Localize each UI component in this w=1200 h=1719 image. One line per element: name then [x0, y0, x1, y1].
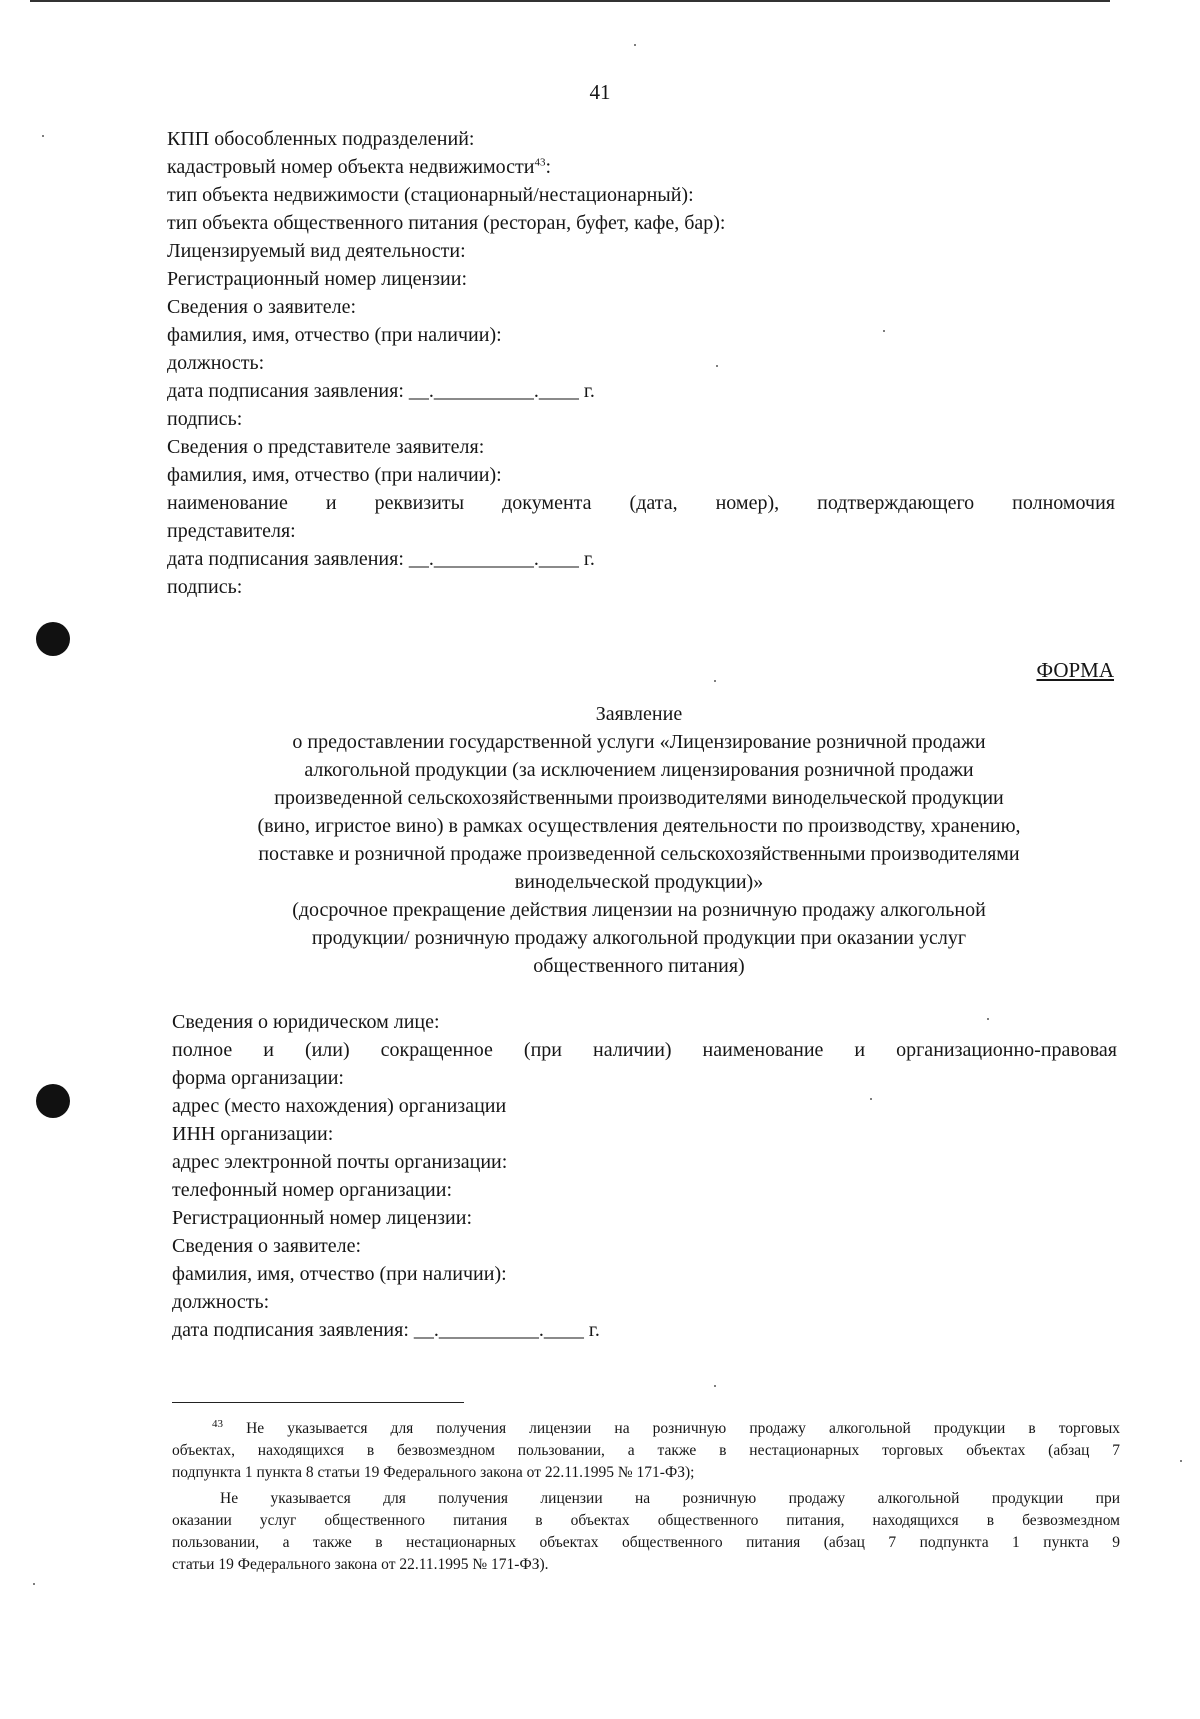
scan-speck: [714, 1385, 716, 1387]
text-line: фамилия, имя, отчество (при наличии):: [167, 464, 502, 486]
scan-speck: [42, 135, 44, 137]
forma-label: ФОРМА: [1036, 658, 1114, 682]
text-line: форма организации:: [172, 1067, 344, 1089]
footnote: [172, 1418, 1120, 1576]
punch-hole: [36, 1084, 70, 1118]
scan-speck: [33, 1583, 35, 1585]
cadastral-label: кадастровый номер объекта недвижимости: [167, 156, 535, 178]
text-line: Регистрационный номер лицензии:: [172, 1207, 473, 1229]
scan-speck: [634, 44, 636, 46]
signing-date-line: дата подписания заявления: __.__________.____ г.: [172, 1319, 600, 1341]
section-licensee-details: [167, 125, 1115, 601]
footnote-line: Не указывается для получения лицензии на розничную продажу алкогольной продукции при: [220, 1490, 1120, 1507]
text-line: должность:: [172, 1291, 270, 1313]
footnote-line: статьи 19 Федерального закона от 22.11.1995 № 171-ФЗ).: [172, 1556, 549, 1573]
scan-speck: [716, 365, 718, 367]
footnote-line: $^{43}$ Не указывается для получения лицензии на розничную продажу алкогольной продукции в торговых: [212, 1417, 1121, 1437]
text-line: представителя:: [167, 520, 296, 542]
title-line: продукции/ розничную продажу алкогольной продукции при оказании услуг: [311, 927, 967, 949]
scan-speck: [870, 1098, 872, 1100]
text-line: Лицензируемый вид деятельности:: [167, 240, 466, 262]
text-line: Сведения о заявителе:: [167, 296, 357, 318]
text-line: КПП обособленных подразделений:: [167, 128, 475, 150]
title-line: (досрочное прекращение действия лицензии на розничную продажу алкогольной: [292, 899, 986, 921]
footnote-separator: [172, 1402, 464, 1403]
footnote-line: пользовании, а также в нестационарных объектах общественного питания (абзац 7 подпункта 1 пункта 9: [172, 1534, 1120, 1551]
text-line: адрес электронной почты организации:: [172, 1151, 508, 1173]
page-number: 41: [589, 80, 611, 104]
title-line: общественного питания): [533, 955, 745, 977]
section-legal-entity: [172, 1008, 1117, 1344]
text-line: должность:: [167, 352, 265, 374]
text-line: фамилия, имя, отчество (при наличии):: [167, 324, 502, 346]
text-line: адрес (место нахождения) организации: [172, 1095, 507, 1117]
text-line: фамилия, имя, отчество (при наличии):: [172, 1263, 507, 1285]
title-line: произведенной сельскохозяйственными производителями винодельческой продукции: [274, 787, 1004, 809]
text-line: наименование и реквизиты документа (дата, номер), подтверждающего полномочия: [167, 492, 1115, 514]
footnote-line: подпункта 1 пункта 8 статьи 19 Федерального закона от 22.11.1995 № 171-ФЗ);: [172, 1464, 695, 1481]
title-heading: Заявление: [595, 703, 683, 725]
application-title: [140, 700, 1138, 980]
title-line: о предоставлении государственной услуги «Лицензирование розничной продажи: [292, 731, 986, 753]
punch-hole: [36, 622, 70, 656]
footnote-marker: 43: [212, 1417, 223, 1430]
text-line: тип объекта общественного питания (ресторан, буфет, кафе, бар):: [167, 212, 726, 234]
scan-speck: [987, 1018, 989, 1020]
title-line: винодельческой продукции)»: [514, 871, 764, 893]
scan-speck: [714, 680, 716, 682]
text-line: [167, 153, 1115, 181]
text-line: Сведения о заявителе:: [172, 1235, 362, 1257]
title-line: поставке и розничной продаже произведенной сельскохозяйственными производителями: [258, 843, 1020, 865]
signing-date-line: дата подписания заявления: __.__________.____ г.: [167, 380, 595, 402]
text-line: телефонный номер организации:: [172, 1179, 453, 1201]
footnote-ref: 43: [534, 156, 546, 169]
top-edge-line: [30, 0, 1110, 2]
colon: :: [545, 156, 552, 178]
text-line: ИНН организации:: [172, 1123, 334, 1145]
text-line: тип объекта недвижимости (стационарный/нестационарный):: [167, 184, 694, 206]
scan-speck: [883, 330, 885, 332]
text-line: полное и (или) сокращенное (при наличии) наименование и организационно-правовая: [172, 1039, 1117, 1061]
footnote-line: оказании услуг общественного питания в объектах общественного питания, находящихся в безвозмездном: [172, 1512, 1120, 1529]
text-line: подпись:: [167, 408, 243, 430]
text-line: Сведения о представителе заявителя:: [167, 436, 485, 458]
text-line: Регистрационный номер лицензии:: [167, 268, 468, 290]
text-line: подпись:: [167, 576, 243, 598]
footnote-line: объектах, находящихся в безвозмездном пользовании, а также в нестационарных торговых объектах (абзац 7: [172, 1442, 1120, 1459]
title-line: алкогольной продукции (за исключением лицензирования розничной продажи: [304, 759, 974, 781]
text-line: Сведения о юридическом лице:: [172, 1011, 440, 1033]
signing-date-line: дата подписания заявления: __.__________.____ г.: [167, 548, 595, 570]
scan-speck: [1180, 1460, 1182, 1462]
title-line: (вино, игристое вино) в рамках осуществления деятельности по производству, хранению,: [257, 815, 1021, 837]
